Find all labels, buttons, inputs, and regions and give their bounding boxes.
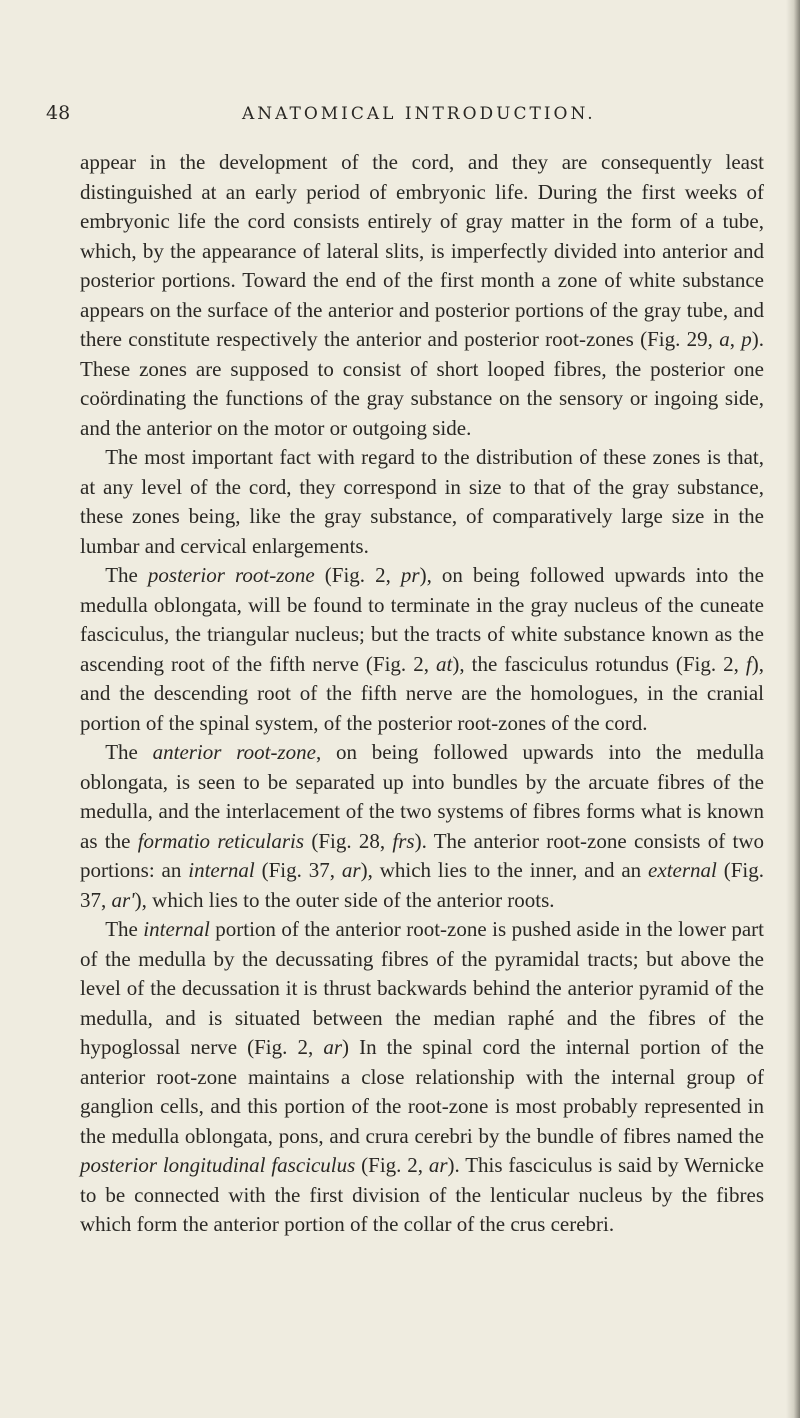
paragraph xyxy=(80,738,764,915)
text-run: ). This fasciculus is said by Wernicke to be connected with the first division of the lenticular nucleus by the fibres which form the anterior portion of the collar of the crus cerebri. xyxy=(80,1153,764,1236)
text-run: The xyxy=(105,917,144,941)
text-run: (Fig. 37, xyxy=(80,858,764,912)
paragraph xyxy=(80,561,764,738)
page-number: 48 xyxy=(46,102,71,124)
text-run: ). The anterior root-zone consists of two portions: an xyxy=(80,828,764,882)
italic-run: ar xyxy=(341,858,361,882)
italic-run: posterior longitudinal fasciculus xyxy=(80,1153,356,1177)
text-run: ). These zones are supposed to consist of short looped fibres, the posterior one coördinating the functions of the gray substance on the sensory or ingoing side, and the anterior on the motor or outgoing side. xyxy=(80,327,765,440)
paragraph xyxy=(80,443,764,561)
running-head: ANATOMICAL INTRODUCTION. xyxy=(242,104,596,124)
text-run: ), which lies to the inner, and an xyxy=(360,858,649,882)
italic-run: f xyxy=(745,651,752,676)
paragraph xyxy=(80,148,764,443)
italic-run: formatio reticularis xyxy=(137,828,305,853)
text-run: ), the fasciculus rotundus (Fig. 2, xyxy=(452,651,746,676)
text-run: (Fig. 2, xyxy=(355,1153,429,1177)
text-run: The xyxy=(105,563,148,587)
text-run: (Fig. 2, xyxy=(314,563,401,587)
italic-run: frs xyxy=(392,828,415,853)
italic-run: ar xyxy=(428,1153,448,1177)
text-run: ), and the descending root of the fifth nerve are the homologues, in the cranial portion of the spinal system, of the posterior root-zones of the cord. xyxy=(80,651,764,735)
text-run: ), which lies to the outer side of the anterior roots. xyxy=(134,887,555,912)
text-run: ) In the spinal cord the internal portion of the anterior root-zone maintains a close relationship with the internal group of ganglion cells, and this portion of the root-zone is most probably represented in the medulla oblongata, pons, and crura cerebri by the bundle of fibres named the xyxy=(80,1035,764,1148)
text-run: ), on being followed upwards into the medulla oblongata, will be found to terminate in the gray nucleus of the cuneate fasciculus, the triangular nucleus; but the tracts of white substance known as the ascending root of the fifth nerve (Fig. 2, xyxy=(80,563,764,676)
page-edge-shadow xyxy=(786,0,800,1418)
italic-run: p xyxy=(741,327,752,351)
paragraph xyxy=(80,915,764,1240)
italic-run: pr xyxy=(400,563,420,587)
text-run: , on being followed upwards into the medulla oblongata, is seen to be separated up into bundles by the arcuate fibres of the medulla, and the interlacement of the two systems of fibres forms what is known as the xyxy=(80,740,764,853)
text-run: , xyxy=(729,327,742,351)
text-run: (Fig. 28, xyxy=(304,828,393,853)
italic-run: anterior root-zone xyxy=(152,740,316,764)
italic-run: ar xyxy=(323,1035,343,1059)
italic-run: at xyxy=(436,651,453,676)
italic-run: internal xyxy=(188,858,255,882)
body-text xyxy=(80,148,764,1240)
text-run: The most important fact with regard to the distribution of these zones is that, at any level of the cord, they correspond in size to that of the gray substance, these zones being, like the gray substance, of comparatively large size in the lumbar and cervical enlargements. xyxy=(80,445,764,558)
text-run: (Fig. 37, xyxy=(254,858,342,882)
text-run: The xyxy=(105,740,153,764)
italic-run: internal xyxy=(143,917,210,941)
page-header xyxy=(46,102,766,132)
italic-run: a xyxy=(719,327,730,351)
text-run: portion of the anterior root-zone is pushed aside in the lower part of the medulla by the decussating fibres of the pyramidal tracts; but above the level of the decussation it is thrust backwards behind the anterior pyramid of the medulla, and is situated between the median raphé and the fibres of the hypoglossal nerve (Fig. 2, xyxy=(80,917,764,1059)
italic-run: ar' xyxy=(111,887,135,912)
italic-run: external xyxy=(648,858,717,882)
italic-run: posterior root-zone xyxy=(147,563,315,587)
text-run: appear in the development of the cord, and they are consequently least distinguished at an early period of embryonic life. During the first weeks of embryonic life the cord consists entirely of gray matter in the form of a tube, which, by the appearance of lateral slits, is imperfectly divided into anterior and posterior portions. Toward the end of the first month a zone of white substance appears on the surface of the anterior and posterior portions of the gray tube, and there constitute respectively the anterior and posterior root-zones (Fig. 29, xyxy=(80,150,764,351)
